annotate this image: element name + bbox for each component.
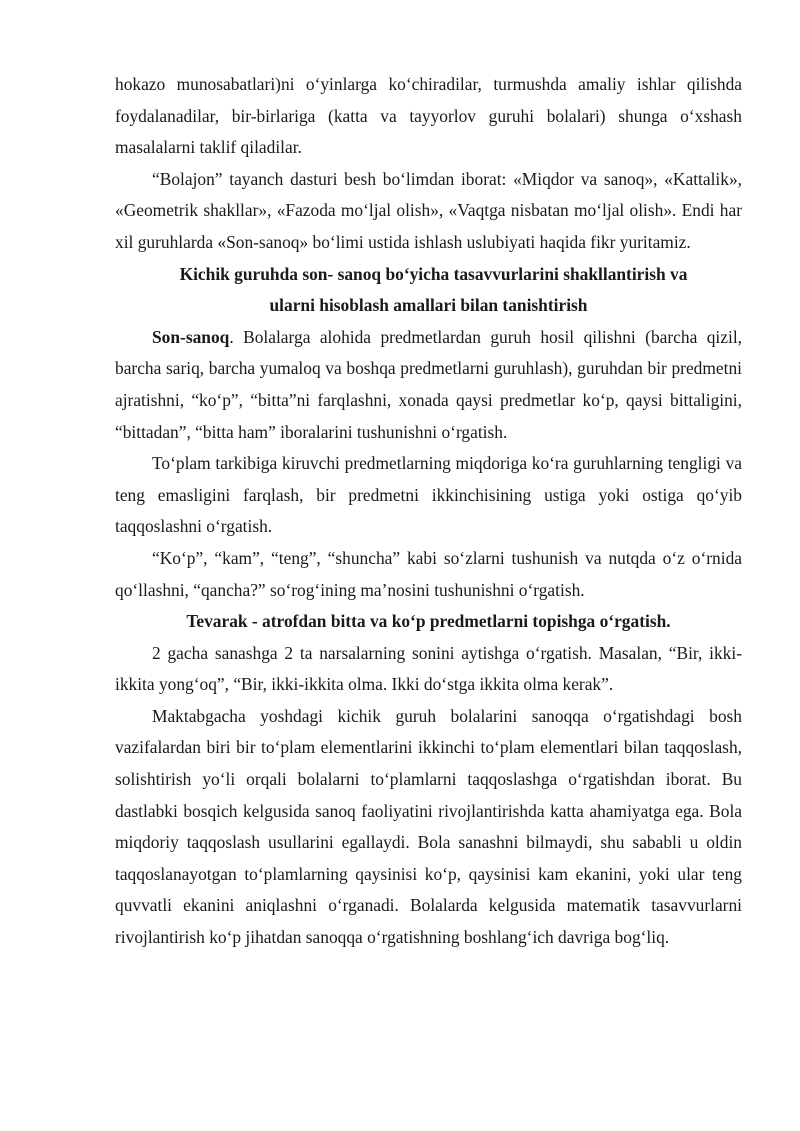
paragraph-continuation: hokazo munosabatlari)ni o‘yinlarga ko‘chiradilar, turmushda amaliy ishlar qilishda foydalanadilar, bir-birlariga (katta va tayyorlov guruhi bolalari) shunga o‘xshash masalalarni taklif qiladilar.: [115, 74, 742, 158]
paragraph-main-task: Maktabgacha yoshdagi kichik guruh bolalarini sanoqqa o‘rgatishdagi bosh vazifalardan biri bir to‘plam elementlarini ikkinchi to‘plam elementlari bilan taqqoslash, solishtirish yo‘li orqali bolalarni to‘plamlarni taqqoslashga o‘rgatishdan iborat. Bu dastlabki bosqich kelgusida sanoq faoliyatini rivojlantirishda katta ahamiyatga ega. Bola miqdoriy taqqoslash usullarini egallaydi. Bola sanashni bilmaydi, shu sababli u oldin taqqoslanayotgan to‘plamlarning qaysinisi ko‘p, qaysinisi kam ekanini, yoki ular teng quvvatli ekanini aniqlashni o‘rganadi. Bolalarda kelgusida matematik tasavvurlarni rivojlantirish ko‘p jihatdan sanoqqa o‘rgatishning boshlang‘ich davriga bog‘liq.: [115, 705, 742, 948]
paragraph-son-sanoq-text: . Bolalarga alohida predmetlardan guruh hosil qilishni (barcha qizil, barcha sariq, barcha yumaloq va boshqa predmetlarni guruhlash), guruhdan bir predmetni ajratishni, “ko‘p”, “bitta”ni farqlashni, xonada qaysi predmetlar ko‘p, qaysi bittaligini, “bittadan”, “bitta ham” iboralarini tushunishni o‘rgatish.: [115, 326, 742, 442]
subheading-tevarak: Tevarak - atrofdan bitta va ko‘p predmetlarni topishga o‘rgatish.: [186, 611, 671, 632]
paragraph-kop-kam: “Ko‘p”, “kam”, “teng”, “shuncha” kabi so‘zlarni tushunish va nutqda o‘z o‘rnida qo‘llashni, “qancha?” so‘rog‘ining ma’nosini tushunishni o‘rgatish.: [115, 547, 742, 600]
paragraph-counting-two: 2 gacha sanashga 2 ta narsalarning sonini aytishga o‘rgatish. Masalan, “Bir, ikki-ikkita yong‘oq”, “Bir, ikki-ikkita olma. Ikki do‘stga ikkita olma kerak”.: [115, 642, 742, 695]
paragraph-program-sections: “Bolajon” tayanch dasturi besh bo‘limdan iborat: «Miqdor va sanoq», «Kattalik», «Geometrik shakllar», «Fazoda mo‘ljal olish», «Vaqtga nisbatan mo‘ljal olish». Endi har xil guruhlarda «Son-sanoq» bo‘limi ustida ishlash uslubiyati haqida fikr yuritamiz.: [115, 168, 742, 252]
section-heading-line-1: Kichik guruhda son- sanoq bo‘yicha tasavvurlarini shakllantirish va: [179, 263, 688, 284]
term-son-sanoq: Son-sanoq: [152, 326, 230, 347]
section-heading-line-2: ularni hisoblash amallari bilan tanishtirish: [269, 295, 588, 316]
paragraph-son-sanoq: [115, 322, 742, 448]
paragraph-toplam: To‘plam tarkibiga kiruvchi predmetlarning miqdoriga ko‘ra guruhlarning tengligi va teng emasligini farqlash, bir predmetni ikkinchisining ustiga yoki ostiga qo‘yib taqqoslashni o‘rgatish.: [115, 453, 742, 537]
